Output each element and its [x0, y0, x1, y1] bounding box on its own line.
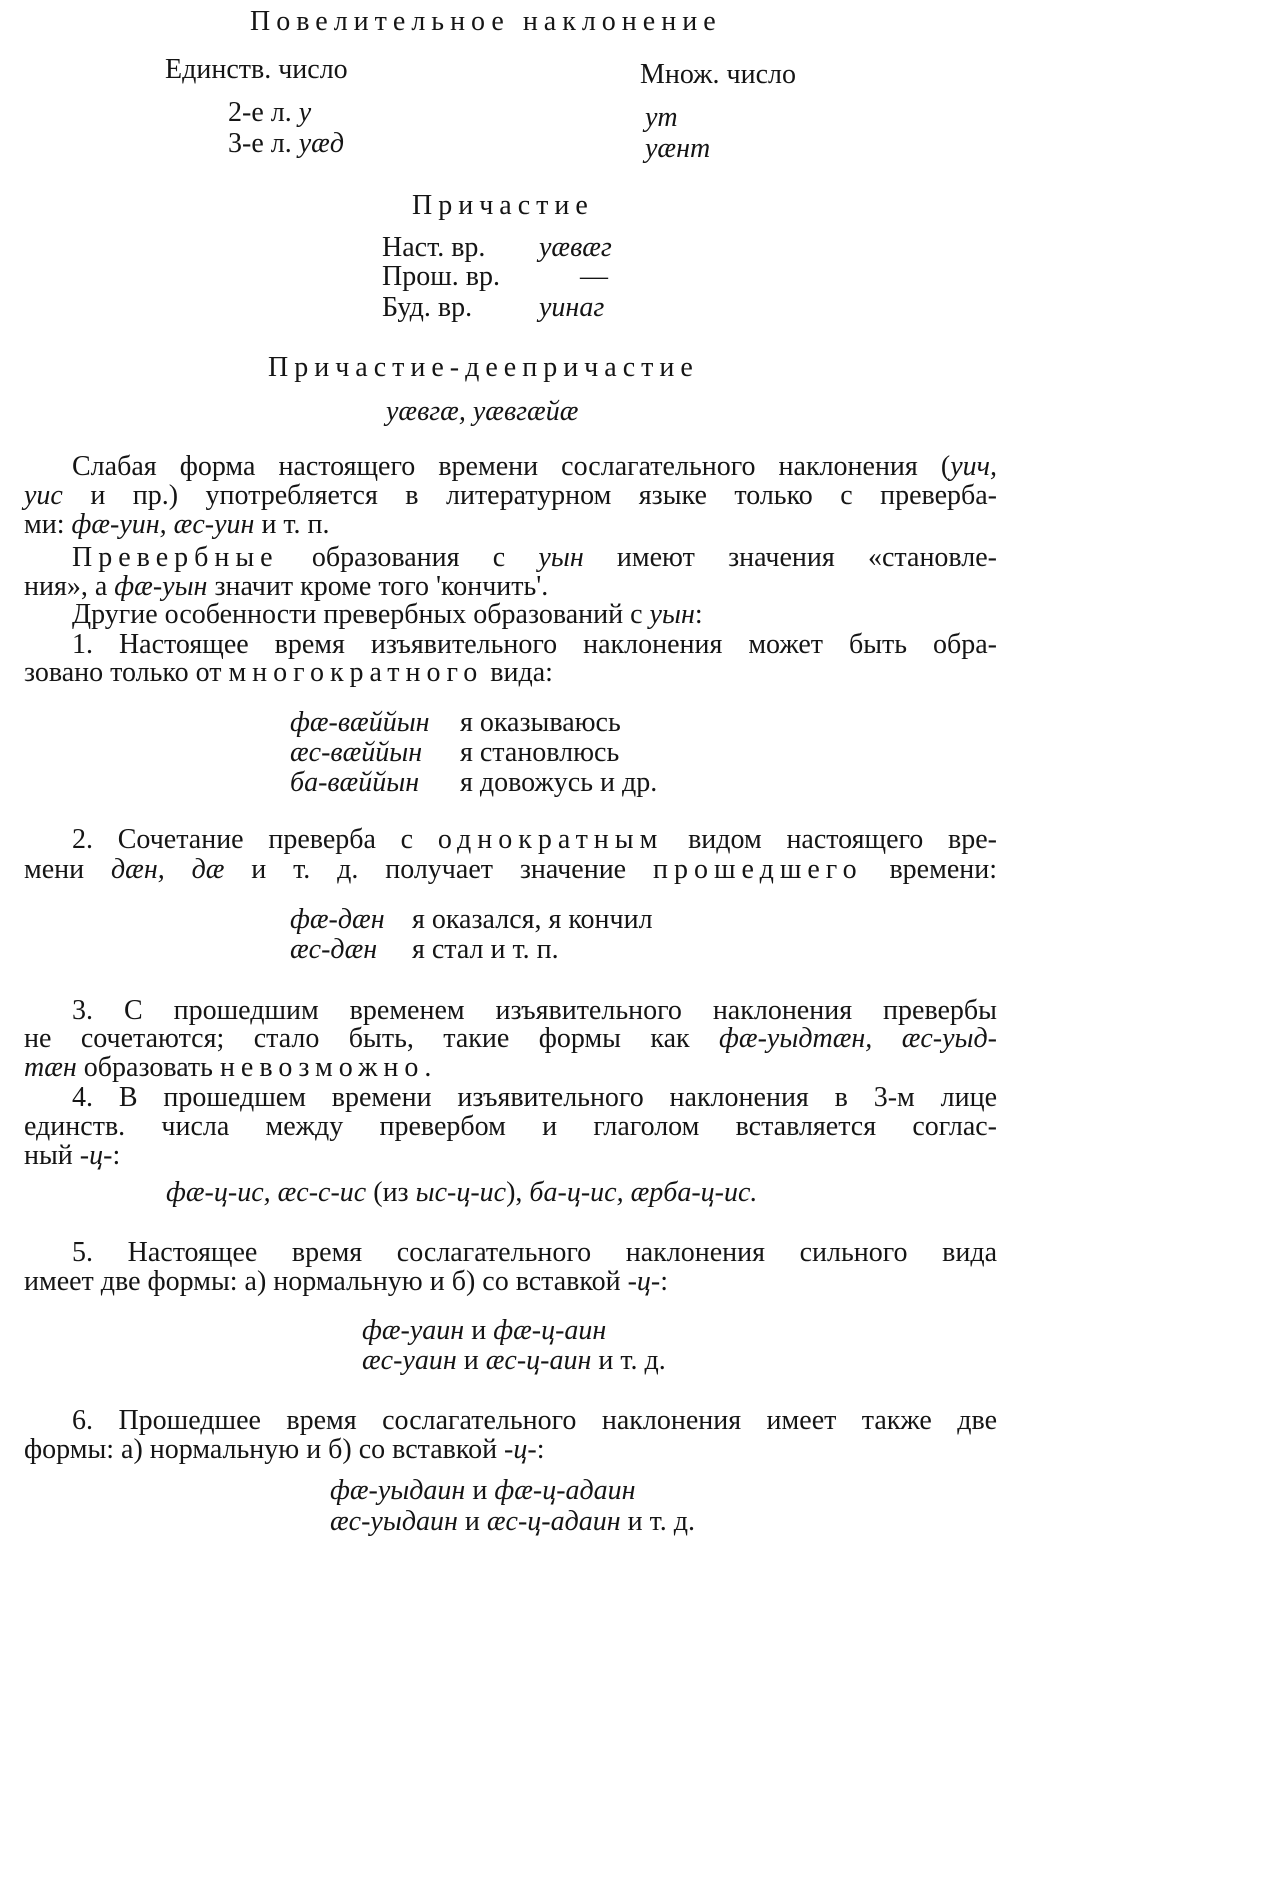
example-word: æс-дæн	[290, 934, 378, 965]
text: имеют значения «становле-	[583, 542, 998, 573]
text: ),	[506, 1177, 530, 1208]
text-spaced: невозможно.	[219, 1052, 438, 1083]
text-spaced: прошедшего	[652, 854, 863, 885]
example-word: æс-ц-адаин	[486, 1506, 621, 1537]
text-italic: фæ-уын	[114, 571, 208, 602]
paragraph-line	[72, 543, 997, 572]
example-line	[330, 1507, 695, 1537]
example-line	[362, 1346, 666, 1376]
example-line	[290, 905, 653, 935]
example-word: фæ-уаин	[362, 1315, 465, 1346]
text: :	[660, 1266, 669, 1297]
paragraph-line	[72, 825, 997, 854]
paragraph-line	[24, 1434, 544, 1466]
text: 6. Прошедшее время сослагательного наклонения имеет также две	[72, 1405, 997, 1436]
imperative-row	[228, 128, 344, 160]
example-word: ба-вæййын	[290, 767, 420, 798]
text-italic: тæн	[24, 1052, 77, 1083]
example-word: фæ-дæн	[290, 904, 385, 935]
text: Другие особенности превербных образований с	[72, 599, 650, 630]
example-word: фæ-ц-ис, æс-с-ис	[166, 1177, 367, 1208]
paragraph-line	[72, 1083, 997, 1112]
text: и т. п.	[254, 509, 330, 540]
text: 3. С прошедшим временем изъявительного наклонения преверб​ы	[72, 995, 997, 1026]
text-italic: фæ-уыдтæн, æс-уыд-	[719, 1023, 998, 1054]
person-label: 2-е л.	[228, 97, 292, 128]
text: единств. числа между превербом и глаголом вставляется соглас-	[24, 1111, 997, 1142]
example-line	[290, 708, 621, 738]
person-label: 3-е л.	[228, 128, 292, 159]
paragraph-line	[24, 1140, 120, 1172]
text: образовать	[76, 1052, 220, 1083]
paragraph-line	[24, 657, 553, 689]
text-italic: уис	[24, 480, 63, 511]
participle-form: уæвæг	[539, 232, 612, 263]
paragraph-line	[24, 481, 997, 510]
text: времени:	[862, 854, 997, 885]
example-word: æс-уыдаин	[330, 1506, 458, 1537]
example-word: фæ-ц-аин	[493, 1315, 607, 1346]
text: 1. Настоящее время изъявительного наклонения может быть обра-	[72, 629, 997, 660]
tense-label: Прош. вр.	[382, 261, 501, 292]
example-word: фæ-ц-адаин	[494, 1475, 636, 1506]
text-italic: -ц-	[504, 1434, 537, 1465]
text: не сочетаются; стало быть, такие формы как	[24, 1023, 720, 1054]
text: ми:	[24, 509, 72, 540]
text-italic: уын	[649, 599, 695, 630]
text: и	[457, 1506, 487, 1537]
example-word: æс-вæййын	[290, 737, 423, 768]
paragraph-line	[24, 1052, 437, 1084]
plural-form: ут	[645, 102, 678, 133]
participle-row	[382, 232, 612, 264]
imperative-row	[228, 97, 311, 129]
text: и пр.) употребляется в литературном языке только с преверба-	[62, 480, 997, 511]
paragraph-line	[72, 452, 997, 481]
participle-form: уинаг	[539, 292, 605, 323]
paragraph-line	[72, 630, 997, 659]
paragraph-line	[24, 855, 997, 884]
participle-form: —	[580, 261, 608, 292]
gerund-title: Причастие-деепричастие	[268, 352, 699, 383]
participle-title: Причастие	[412, 190, 594, 221]
paragraph-line	[24, 1024, 997, 1053]
text: и	[464, 1315, 494, 1346]
text: ния», а	[24, 571, 115, 602]
text: значит кроме того 'кончить'.	[207, 571, 549, 602]
paragraph-line	[24, 572, 997, 601]
text-italic: фæ-уин, æс-уин	[71, 509, 255, 540]
singular-header: Единств. число	[165, 54, 348, 85]
example-gloss: я оказался, я кончил	[412, 904, 653, 935]
paragraph-line	[24, 510, 997, 539]
example-line	[290, 768, 657, 798]
text: и	[465, 1475, 495, 1506]
text: :	[112, 1140, 121, 1171]
text-italic: -ц-	[627, 1266, 661, 1297]
example-line	[330, 1476, 636, 1506]
example-line	[166, 1178, 757, 1208]
text: Слабая форма настоящего времени сослагательного наклонения (	[72, 451, 951, 482]
example-word: фæ-уыдаин	[330, 1475, 466, 1506]
text: видом настоящего вре-	[663, 824, 997, 855]
example-line	[290, 935, 559, 965]
text: 2. Сочетание преверба с	[72, 824, 438, 855]
imperative-title: Повелительное наклонение	[250, 6, 722, 37]
text-spaced: многократного	[228, 657, 484, 688]
plural-header: Множ. число	[640, 59, 796, 90]
example-word: ба-ц-ис, æрба-ц-ис.	[529, 1177, 758, 1208]
example-gloss: я оказываюсь	[460, 707, 621, 738]
example-line	[290, 738, 619, 768]
text: и т. д. получает значение	[224, 854, 653, 885]
text-italic: -ц-	[79, 1140, 113, 1171]
paragraph-line	[72, 996, 997, 1025]
example-gloss: я становлюсь	[460, 737, 620, 768]
text: 4. В прошедшем времени изъявительного наклонения в 3-м лице	[72, 1082, 997, 1113]
paragraph-line	[72, 1238, 997, 1267]
text-italic: уич,	[950, 451, 997, 482]
text: зовано только от	[24, 657, 229, 688]
text: (из	[366, 1177, 416, 1208]
gerund-forms: уæвгæ, уæвгæйæ	[386, 396, 579, 427]
text-spaced: Превербные	[72, 542, 279, 573]
example-word: фæ-вæййын	[290, 707, 430, 738]
text-spaced: однократным	[437, 824, 664, 855]
example-gloss: я довожусь и др.	[460, 767, 658, 798]
text-italic: дæн, дæ	[110, 854, 225, 885]
text: имеет две формы: а) нормальную и б) со вставкой	[24, 1266, 628, 1297]
participle-row	[382, 292, 604, 324]
text: и т. д.	[620, 1506, 696, 1537]
example-gloss: я стал и т. п.	[412, 934, 559, 965]
text: и	[456, 1345, 486, 1376]
singular-form: у	[298, 97, 312, 128]
example-word: æс-ц-аин	[485, 1345, 592, 1376]
example-line	[362, 1316, 606, 1346]
paragraph-line	[24, 1266, 668, 1298]
plural-form: уæнт	[645, 133, 711, 164]
text: вида:	[483, 657, 553, 688]
text: образования с	[278, 542, 539, 573]
text: :	[536, 1434, 545, 1465]
paragraph-line	[24, 1112, 997, 1141]
example-word: æс-уаин	[362, 1345, 457, 1376]
text: мени	[24, 854, 111, 885]
text: :	[694, 599, 703, 630]
text: и т. д.	[591, 1345, 666, 1376]
singular-form: уæд	[298, 128, 345, 159]
example-word: ыс-ц-ис	[415, 1177, 507, 1208]
text-italic: уын	[538, 542, 584, 573]
paragraph-line	[72, 599, 703, 631]
text: ный	[24, 1140, 80, 1171]
text: 5. Настоящее время сослагательного наклонения сильного вида	[72, 1237, 997, 1268]
tense-label: Наст. вр.	[382, 232, 486, 263]
paragraph-line	[72, 1406, 997, 1435]
text: формы: а) нормальную и б) со вставкой	[24, 1434, 505, 1465]
participle-row	[382, 261, 608, 293]
tense-label: Буд. вр.	[382, 292, 473, 323]
